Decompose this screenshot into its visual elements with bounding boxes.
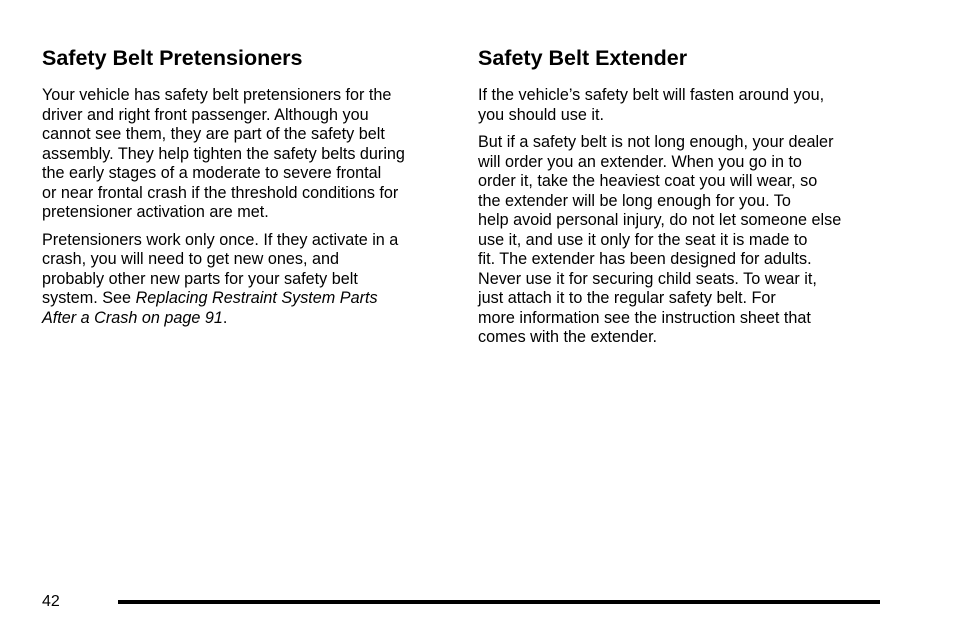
text-line: cannot see them, they are part of the safety belt	[42, 125, 385, 143]
right-column	[478, 44, 886, 356]
section-heading-extender: Safety Belt Extender	[478, 46, 688, 70]
text-line: help avoid personal injury, do not let someone else	[478, 211, 842, 229]
cross-reference-link-continued[interactable]: After a Crash on page 91	[42, 308, 223, 327]
text-line: order it, take the heaviest coat you will wear, so	[478, 172, 818, 190]
text-line: probably other new parts for your safety belt	[42, 269, 358, 288]
text-line: you should use it.	[478, 105, 604, 124]
text-segment: system. See	[42, 289, 136, 307]
text-line	[42, 289, 450, 309]
text-line: the extender will be long enough for you. To	[478, 191, 791, 210]
text-line: But if a safety belt is not long enough, your dealer	[478, 133, 834, 151]
text-line: driver and right front passenger. Although you	[42, 105, 369, 124]
text-line: the early stages of a moderate to severe frontal	[42, 164, 382, 182]
text-line: Your vehicle has safety belt pretensioners for the	[42, 86, 392, 104]
text-line: will order you an extender. When you go in to	[478, 152, 802, 171]
text-line: just attach it to the regular safety belt. For	[478, 289, 776, 307]
paragraph-extender-intro	[478, 86, 886, 125]
paragraph-extender-details	[478, 133, 886, 348]
text-line: Never use it for securing child seats. To wear it,	[478, 269, 817, 288]
text-line: crash, you will need to get new ones, and	[42, 250, 339, 268]
paragraph-pretensioners-intro	[42, 86, 450, 223]
text-line: use it, and use it only for the seat it is made to	[478, 230, 808, 249]
text-line: Pretensioners work only once. If they activate in a	[42, 230, 399, 249]
page-number: 42	[42, 593, 60, 610]
text-line: If the vehicle’s safety belt will fasten around you,	[478, 86, 825, 104]
text-line: or near frontal crash if the threshold conditions for	[42, 183, 399, 202]
text-line	[42, 309, 450, 329]
text-segment: .	[222, 308, 228, 327]
footer-rule	[118, 600, 880, 604]
section-heading-pretensioners: Safety Belt Pretensioners	[42, 46, 303, 70]
text-line: assembly. They help tighten the safety belts during	[42, 144, 405, 163]
text-line: fit. The extender has been designed for adults.	[478, 250, 812, 268]
text-line: pretensioner activation are met.	[42, 203, 269, 221]
cross-reference-link[interactable]: Replacing Restraint System Parts	[135, 289, 378, 307]
left-column	[42, 44, 450, 336]
paragraph-pretensioners-once	[42, 231, 450, 329]
text-line: comes with the extender.	[478, 328, 658, 346]
text-line: more information see the instruction sheet that	[478, 308, 811, 327]
